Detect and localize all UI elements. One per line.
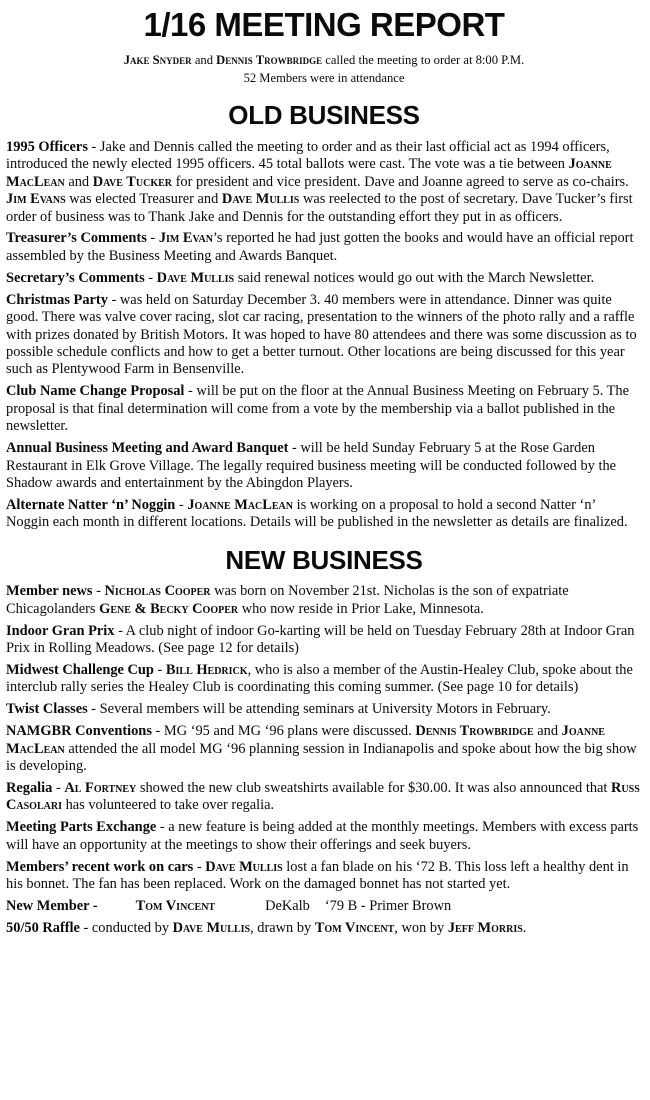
body-text: - will be held Sunday February 5 at the Rose Garden Restaurant in Elk Grove Village. The legally required business meeting will be conducted followed by the Shadow awards and entertainment by the Abingdon Players.	[6, 440, 617, 491]
topic-lead: Secretary’s Comments	[6, 269, 145, 286]
body-text: was reelected to the post of secretary. Dave Tucker’s first order of business was to Thank Jake and Dennis for the outstanding effort they put in as officers.	[6, 191, 633, 225]
body-text: -	[175, 496, 188, 513]
person-name: Bill Hedrick	[165, 661, 248, 678]
body-text: -	[92, 583, 105, 600]
body-text: -	[153, 661, 166, 678]
person-name: Tom Vincent	[135, 897, 216, 914]
body-text: attended the all model MG ‘96 planning session in Indianapolis and spoke about how the big show is developing.	[6, 740, 637, 774]
body-text: - was held on Saturday December 3. 40 members were in attendance. Dinner was quite good. There was valve cover racing, slot car racing, presentation to the winners of the photo rally and a raffle with prizes donated by British Motors. It was hoped to have 80 attendees and there was some discussion as to possible schedule conflicts and how to get a better turnout. Other locations are being discussed for this year such as Plentywood Farm in Bensenville.	[6, 291, 637, 378]
paragraph	[6, 497, 642, 532]
person-name: Jake Snyder	[123, 52, 192, 67]
paragraph	[6, 780, 642, 815]
paragraph	[6, 270, 642, 287]
person-name: Al Fortney	[64, 779, 137, 796]
person-name: Gene & Becky Cooper	[99, 600, 239, 617]
body-text: who now reside in Prior Lake, Minnesota.	[238, 600, 484, 617]
topic-lead: Meeting Parts Exchange	[6, 819, 157, 836]
person-name: Russ Casolari	[6, 779, 640, 814]
body-text: and	[533, 723, 562, 740]
body-text: said renewal notices would go out with the March Newsletter.	[234, 269, 595, 286]
body-text: - MG ‘95 and MG ‘96 plans were discussed.	[151, 723, 416, 740]
intro-line-1	[6, 51, 642, 69]
paragraph	[6, 139, 642, 226]
body-text: has volunteered to take over regalia.	[61, 797, 275, 814]
body-text: -	[193, 858, 206, 875]
topic-lead: NAMGBR Conventions	[6, 723, 152, 740]
person-name: Jim Evan	[158, 230, 213, 247]
paragraph	[6, 920, 642, 937]
topic-lead: New Member -	[6, 897, 98, 914]
body-text: and	[191, 52, 217, 67]
person-name: Dave Tucker	[92, 173, 173, 190]
person-name: Jim Evans	[6, 191, 66, 208]
body-text: - A club night of indoor Go-karting will be held on Tuesday February 28th at Indoor Gran Prix in Rolling Meadows. (See page 12 for details)	[6, 622, 635, 656]
topic-lead: Midwest Challenge Cup	[6, 661, 154, 678]
body-text: , drawn by	[250, 919, 315, 936]
topic-lead: Indoor Gran Prix	[6, 622, 115, 639]
intro-line-2: 52 Members were in attendance	[243, 71, 405, 86]
paragraph	[6, 859, 642, 894]
person-name: Joanne MacLean	[6, 723, 605, 757]
paragraph	[6, 292, 642, 379]
body-text: - conducted by	[79, 919, 173, 936]
paragraph	[6, 701, 642, 718]
body-text: showed the new club sweatshirts available for $30.00. It was also announced that	[136, 779, 612, 796]
sections	[6, 100, 642, 937]
person-name: Jeff Morris	[447, 919, 523, 936]
body-text: ‘79 B - Primer Brown	[324, 897, 452, 914]
topic-lead: Member news	[6, 583, 93, 600]
body-text: lost a fan blade on his ‘72 B. This loss left a healthy dent in his bonnet. The fan has been replaced. Work on the damaged bonnet has not started yet.	[6, 858, 629, 893]
topic-lead: Club Name Change Proposal	[6, 383, 185, 400]
person-name: Dave Mullis	[205, 858, 283, 875]
person-name: Dave Mullis	[221, 191, 300, 208]
body-text: for president and vice president. Dave and Joanne agreed to serve as co-chairs.	[172, 173, 629, 190]
topic-lead: Treasurer’s Comments	[6, 230, 147, 247]
person-name: Dennis Trowbridge	[415, 723, 534, 740]
topic-lead: Christmas Party	[6, 291, 108, 308]
body-text: - Several members will be attending seminars at University Motors in February.	[87, 701, 551, 718]
body-text: -	[144, 269, 157, 286]
topic-lead: Regalia	[6, 779, 53, 796]
paragraph	[6, 230, 642, 265]
person-name: Tom Vincent	[314, 919, 395, 936]
person-name: Joanne MacLean	[6, 156, 612, 190]
body-text: -	[146, 230, 159, 247]
person-name: Joanne MacLean	[187, 496, 293, 513]
paragraph	[6, 723, 642, 775]
body-text: , who is also a member of the Austin-Healey Club, spoke about the interclub rally series the Healey Club is coordinating this coming summer. (See page 10 for details)	[6, 661, 633, 696]
topic-lead: 1995 Officers	[6, 138, 88, 155]
body-text: , won by	[394, 919, 448, 936]
section-heading: NEW BUSINESS	[225, 544, 423, 575]
section-heading: OLD BUSINESS	[228, 100, 420, 131]
paragraph	[6, 662, 642, 697]
person-name: Dennis Trowbridge	[216, 52, 323, 67]
body-text: was born on November 21st. Nicholas is the son of expatriate Chicagolanders	[6, 583, 569, 617]
body-text: .	[522, 919, 527, 936]
body-text: - Jake and Dennis called the meeting to order and as their last official act as 1994 officers, introduced the newly elected 1995 officers. 45 total ballots were cast. The vote was a tie between	[6, 138, 610, 173]
topic-lead: 50/50 Raffle	[6, 919, 80, 936]
topic-lead: Alternate Natter ‘n’ Noggin	[6, 496, 176, 513]
body-text: was elected Treasurer and	[65, 191, 222, 208]
paragraph	[6, 383, 642, 435]
body-text: ’s reported he had just gotten the books and would have an official report assembled by the Business Meeting and Awards Banquet.	[6, 230, 634, 264]
person-name: Dave Mullis	[156, 269, 235, 286]
person-name: Dave Mullis	[172, 919, 251, 936]
topic-lead: Members’ recent work on cars	[6, 858, 194, 875]
body-text: -	[52, 779, 65, 796]
topic-lead: Annual Business Meeting and Award Banquet	[6, 440, 289, 457]
paragraph	[6, 898, 642, 915]
body-text: - will be put on the floor at the Annual Business Meeting on February 5. The proposal is that final determination will come from a vote by the membership via a ballot published in the newsletter.	[6, 383, 630, 435]
body-text: - a new feature is being added at the monthly meetings. Members with excess parts will have an opportunity at the meetings to show their offerings and seek buyers.	[6, 819, 639, 853]
page-title: 1/16 MEETING REPORT	[143, 6, 505, 43]
paragraph	[6, 583, 642, 618]
body-text: is working on a proposal to hold a second Natter ‘n’ Noggin each month in different locations. Details will be published in the newsletter as details are finalized.	[6, 496, 628, 531]
body-text: DeKalb	[265, 897, 310, 914]
paragraph	[6, 440, 642, 492]
person-name: Nicholas Cooper	[104, 583, 211, 600]
body-text: and	[64, 173, 93, 190]
paragraph	[6, 623, 642, 658]
body-text: called the meeting to order at 8:00 P.M.	[322, 52, 525, 67]
topic-lead: Twist Classes	[6, 701, 88, 718]
paragraph	[6, 819, 642, 854]
